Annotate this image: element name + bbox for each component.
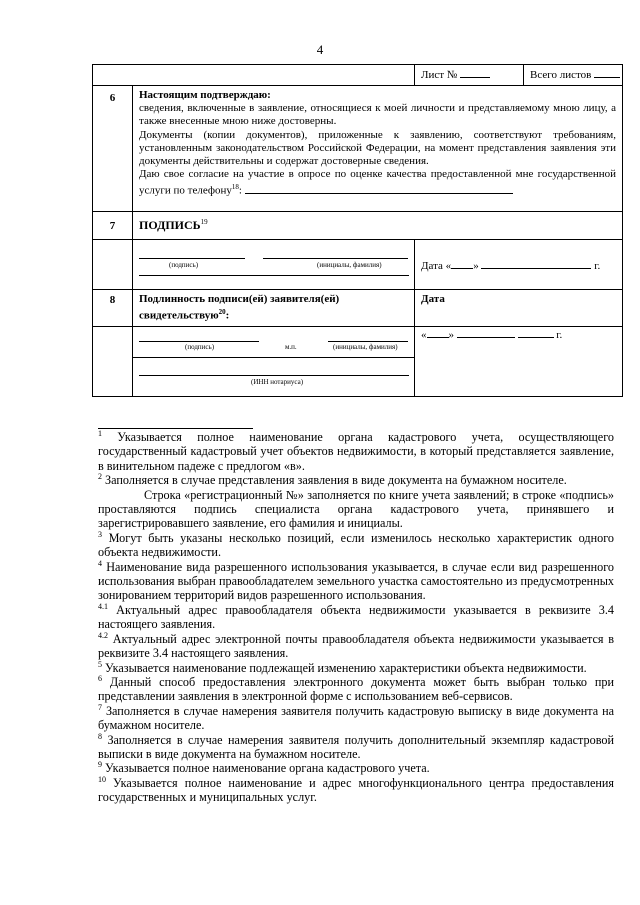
footnote: $^3$ Могут быть указаны несколько позиций, если изменилось несколько характеристик одного объекта недвижимости. — [98, 529, 614, 560]
section-6-title: Настоящим подтверждаю: — [139, 89, 271, 101]
footnote: $^6$ Данный способ предоставления электронного документа может быть выбран только при представлении заявления в электронной форме с использованием веб-сервисов. — [98, 673, 614, 704]
footnote: $^1$ Указывается полное наименование органа кадастрового учета, осуществляющего государственный кадастровый учет объектов недвижимости, в который представляется заявление, в винительном падеже с предлогом «в». — [98, 428, 615, 473]
notary-signature-caption: (подпись) — [185, 342, 215, 351]
footnote-separator — [98, 428, 253, 429]
confirmation-form-table — [92, 64, 623, 397]
section-6-paragraph-2: Документы (копии документов), приложенные к заявлению, соответствуют требованиям, установленным законодательством Российской Федерации, на момент представления заявления эти документы действительны и содержат достоверные сведения. — [139, 128, 616, 168]
section-6-number: 6 — [93, 86, 133, 212]
footnote: $^{4.1}$ Актуальный адрес правообладателя объекта недвижимости указывается в реквизите 3.4 настоящего заявления. — [98, 601, 615, 632]
footnote: $^9$ Указывается полное наименование органа кадастрового учета. — [98, 760, 430, 776]
phone-field[interactable] — [245, 193, 513, 194]
notary-inn-line[interactable] — [139, 375, 409, 376]
notary-date-title: Дата — [415, 290, 623, 327]
section-6-paragraph-3: Даю свое согласие на участие в опросе по оценке качества предоставленной мне государственной услуги по телефону$^{18}$: — [139, 168, 616, 198]
notary-name-line[interactable] — [328, 341, 408, 342]
signature-caption: (подпись) — [169, 261, 199, 269]
footnote: Строка «регистрационный №» заполняется по книге учета заявлений; в строке «подпись» проставляются подпись специалиста органа кадастрового учета, принявшего и зарегистрировавшего заявление, его фамилия и инициалы. — [98, 487, 614, 531]
footnotes — [98, 430, 614, 805]
signature-field-area — [133, 240, 415, 290]
footnote: $^4$ Наименование вида разрешенного использования указывается, в случае если вид разрешенного использования выбран правообладателем земельного участка самостоятельно из предусмотренных зонированием территорий видов разрешенного использования. — [98, 558, 615, 603]
sheet-number-label: Лист № — [415, 65, 524, 85]
signature-date: Дата « » г. — [415, 240, 623, 290]
footnote: $^2$ Заполняется в случае представления заявления в виде документа на бумажном носителе. — [98, 472, 567, 488]
notary-name-caption: (инициалы, фамилия) — [333, 342, 398, 351]
name-line[interactable] — [263, 258, 408, 259]
page-number: 4 — [316, 42, 324, 57]
footnote: $^8$ Заполняется в случае намерения заявителя получить дополнительный экземпляр кадастровой выписки в виде документа на бумажном носителе. — [98, 731, 614, 761]
notary-signature-line[interactable] — [139, 341, 259, 342]
total-sheets-label: Всего листов — [524, 65, 622, 85]
section-6-content — [133, 86, 623, 212]
section-6-paragraph-1: сведения, включенные в заявление, относящиеся к моей личности и представляемому мною лицу, а также внесенные мною ниже достоверны. — [139, 102, 616, 128]
section-8-number: 8 — [93, 290, 133, 327]
signature-line[interactable] — [139, 258, 245, 259]
footnote: $^7$ Заполняется в случае намерения заявителя получить кадастровую выписку в виде документа на бумажном носителе. — [98, 702, 614, 733]
name-caption: (инициалы, фамилия) — [317, 261, 382, 269]
section-7-number: 7 — [93, 212, 133, 240]
notary-signature-area — [133, 326, 415, 396]
notary-date: « » г. — [415, 326, 623, 396]
notary-inn-caption: (ИНН нотариуса) — [251, 377, 304, 386]
signature-title: ПОДПИСЬ$^{19}$ — [133, 212, 623, 240]
notary-title: Подлинность подписи(ей) заявителя(ей) свидетельствую$^{20}$: — [133, 290, 415, 327]
footnote: $^{10}$ Указывается полное наименование и адрес многофункционального центра предоставления государственных и муниципальных услуг. — [98, 774, 615, 805]
stamp-caption: м.п. — [285, 342, 297, 351]
footnote: $^5$ Указывается наименование подлежащей изменению характеристики объекта недвижимости. — [98, 659, 587, 675]
footnote: $^{4.2}$ Актуальный адрес электронной почты правообладателя объекта недвижимости указывается в реквизите 3.4 настоящего заявления. — [98, 630, 615, 661]
